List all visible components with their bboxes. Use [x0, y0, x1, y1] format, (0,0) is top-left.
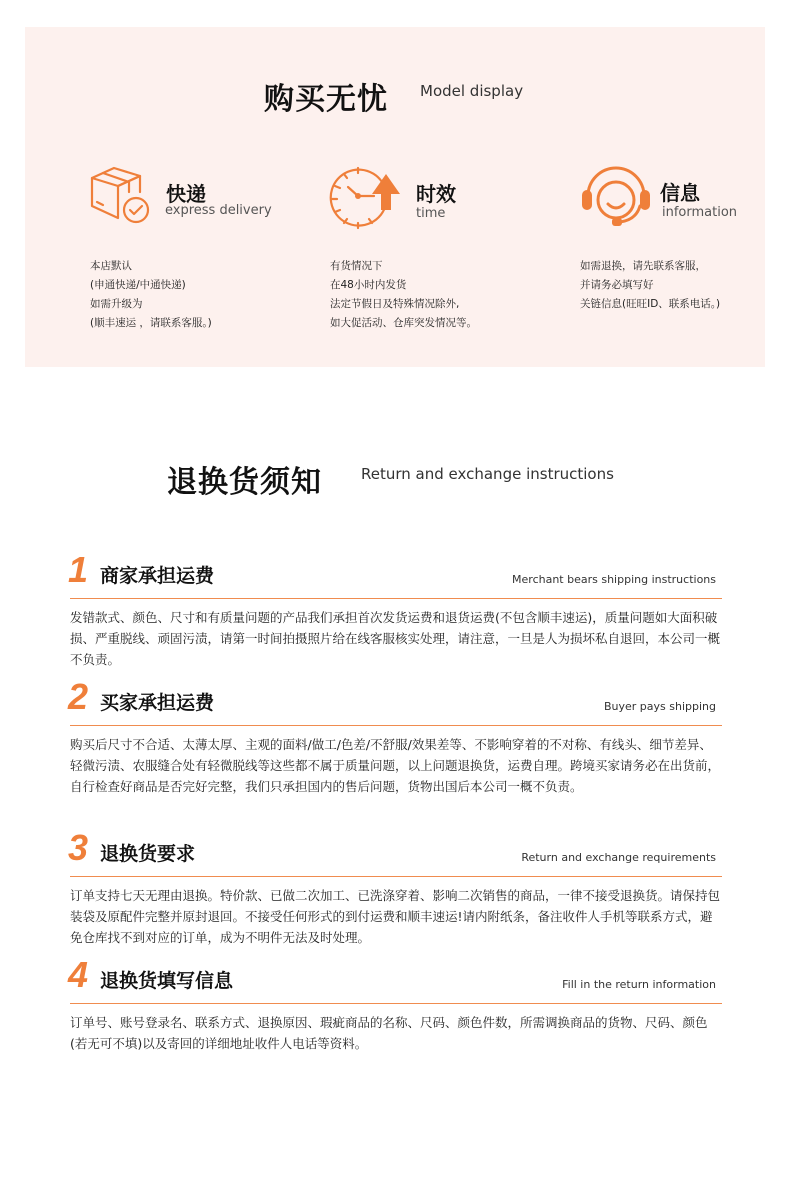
description-line: (申通快递/中通快递) [90, 279, 186, 291]
section-header [68, 549, 722, 599]
section-subtitle: Merchant bears shipping instructions [512, 573, 716, 586]
section-title: 退换货要求 [100, 843, 196, 865]
description-line: 如需退换，请先联系客服， [580, 260, 706, 272]
description-line: 并请务必填写好 [580, 279, 654, 291]
section-body: 订单支持七天无理由退换。特价款、已做二次加工、已洗涤穿着、影响二次销售的商品，一律不接受退换货。请保持包装袋及原配件完整并原封退回。不接受任何形式的到付运费和顺丰速运!请内附纸条，备注收件人手机等联系方式，避免仓库找不到对应的订单，成为不明件无法及时处理。 [70, 888, 721, 945]
feature-title: 时效 [416, 182, 456, 206]
section-header [68, 954, 722, 1004]
feature-express [88, 162, 288, 232]
section-title: 退换货填写信息 [100, 970, 234, 992]
section-title: 买家承担运费 [100, 692, 215, 714]
feature-information [578, 162, 768, 232]
top-heading [0, 70, 790, 120]
headset-icon [578, 162, 654, 232]
returns-heading [0, 455, 790, 505]
description-line: 如需升级为 [90, 298, 143, 310]
description-line: 法定节假日及特殊情况除外, [330, 298, 460, 310]
section-header [68, 676, 722, 726]
section-number: 2 [68, 676, 89, 717]
section-title: 商家承担运费 [100, 565, 215, 587]
description-line: 有货情况下 [330, 260, 383, 272]
section-body: 购买后尺寸不合适、太薄太厚、主观的面料/做工/色差/不舒服/效果差等、不影响穿着的不对称、有线头、细节差异、轻微污渍、农服缝合处有轻微脱线等这些都不属于质量问题，以上问题退换货，运费自理。跨境买家请务必在出货前，自行检查好商品是否完好完整，我们只承担国内的售后问题，货物出国后本公司一概不负责。 [70, 737, 721, 794]
section-number: 4 [68, 954, 89, 995]
section-buyer-shipping [68, 676, 722, 797]
feature-title: 快递 [166, 182, 206, 206]
description-line: 在48小时内发货 [330, 279, 407, 291]
section-return-requirements [68, 827, 722, 948]
feature-time-description [330, 257, 477, 333]
description-line: 关链信息(旺旺ID、联系电话。) [580, 298, 721, 310]
clock-arrow-icon [328, 162, 408, 232]
package-check-icon [88, 162, 158, 232]
feature-subtitle: information [662, 205, 738, 220]
section-number: 1 [68, 549, 89, 590]
feature-express-description [90, 257, 212, 333]
section-number: 3 [68, 827, 89, 868]
returns-title: 退换货须知 [167, 465, 322, 500]
section-header [68, 827, 722, 877]
feature-title: 信息 [660, 181, 700, 205]
description-line: 本店默认 [90, 260, 132, 272]
section-body: 订单号、账号登录名、联系方式、退换原因、瑕疵商品的名称、尺码、颜色件数，所需调换商品的货物、尺码、颜色(若无可不填)以及寄回的详细地址收件人电话等资料。 [70, 1015, 708, 1051]
section-body: 发错款式、颜色、尺寸和有质量问题的产品我们承担首次发货运费和退货运费(不包含顺丰速运)，质量问题如大面积破损、严重脱线、顽固污渍，请第一时间拍摄照片给在线客服核实处理，请注意，一旦是人为损坏私自退回，本公司一概不负责。 [70, 610, 721, 667]
feature-subtitle: time [416, 206, 446, 221]
top-title: 购买无忧 [264, 82, 388, 117]
section-subtitle: Fill in the return information [562, 978, 716, 991]
top-subtitle: Model display [420, 82, 524, 100]
description-line: (顺丰速运 ，请联系客服。) [90, 317, 212, 329]
section-return-information [68, 954, 722, 1054]
section-merchant-shipping [68, 549, 722, 670]
feature-time [328, 162, 528, 232]
section-subtitle: Buyer pays shipping [603, 700, 716, 713]
feature-information-description [580, 257, 720, 314]
feature-subtitle: express delivery [165, 203, 272, 218]
description-line: 如大促活动、仓库突发情况等。 [330, 317, 477, 329]
returns-subtitle: Return and exchange instructions [361, 465, 614, 483]
section-subtitle: Return and exchange requirements [521, 851, 716, 864]
